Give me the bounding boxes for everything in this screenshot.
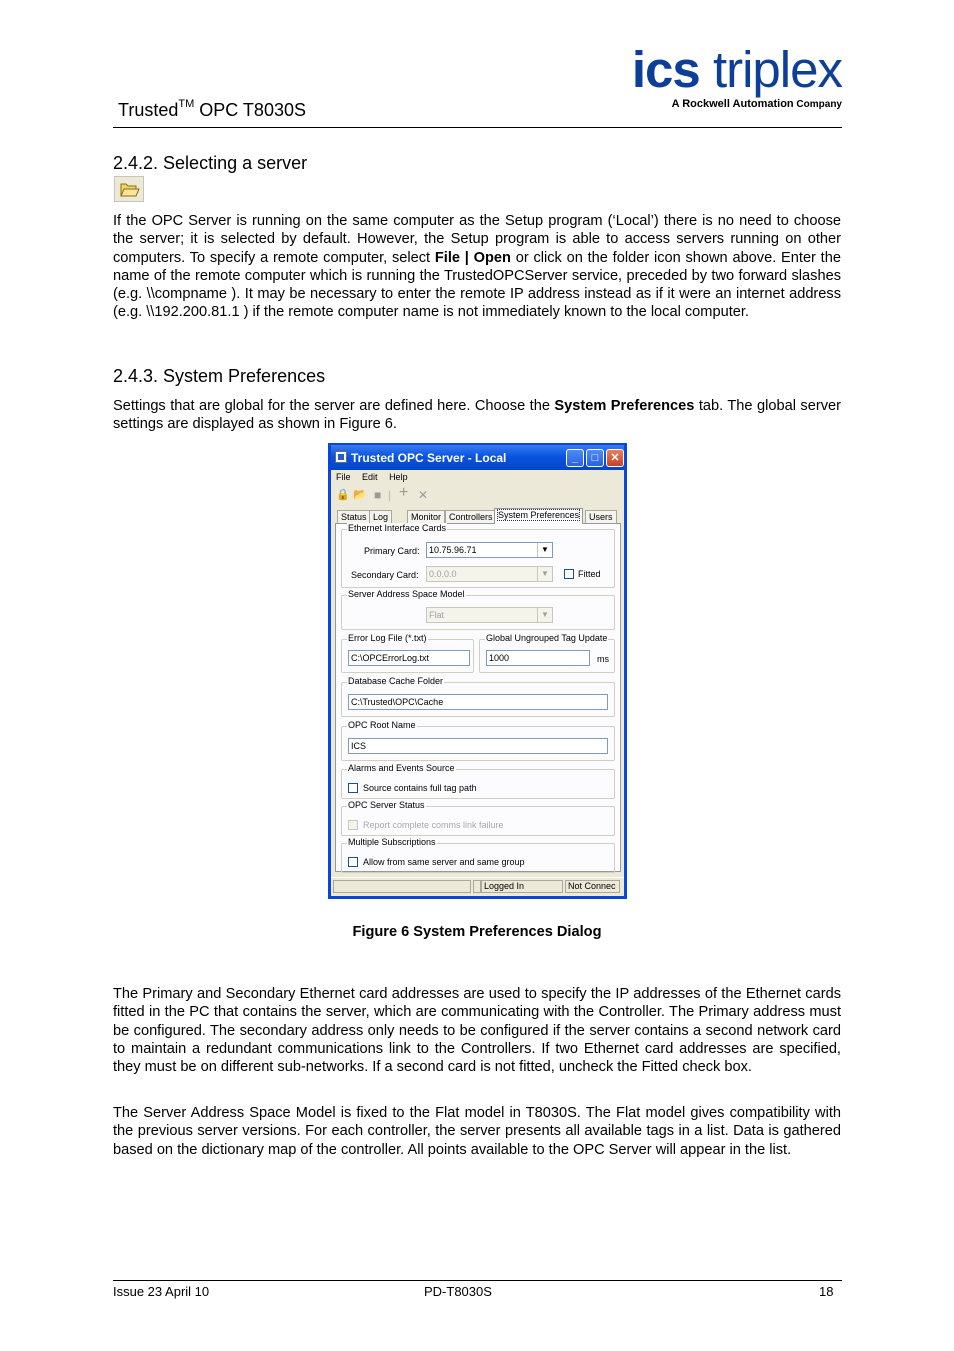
secondary-card-select[interactable]: 0.0.0.0 ▼: [426, 566, 553, 582]
delete-icon[interactable]: ✕: [418, 488, 429, 502]
document-title: Trusted™ OPC T8030S: [118, 98, 306, 120]
fitted-checkbox[interactable]: [564, 569, 574, 579]
lock-icon[interactable]: 🔒: [336, 489, 350, 501]
menu-help[interactable]: Help: [389, 472, 408, 482]
status-bar: [331, 877, 624, 895]
address-space-paragraph: The Server Address Space Model is fixed to the Flat model in T8030S. The Flat model gives compatibility with the previous server versions. For each controller, the server presents all available tags in a list. Data is gathered based on the dictionary map of the controller. All points available to the OPC Server will appear in the list.: [113, 1105, 841, 1158]
open-folder-icon[interactable]: 📂: [353, 489, 367, 501]
tab-system-preferences[interactable]: System Preferences: [494, 508, 583, 524]
footer-rule: [113, 1280, 842, 1281]
header-rule: [113, 127, 842, 128]
stop-icon[interactable]: ■: [374, 488, 382, 502]
status-logged-in: Logged In: [481, 880, 563, 893]
address-space-label: Server Address Space Model: [348, 589, 465, 599]
toolbar: [333, 484, 453, 505]
add-icon[interactable]: +: [399, 484, 409, 501]
secondary-card-label: Secondary Card:: [351, 570, 419, 580]
tag-update-unit: ms: [597, 654, 609, 664]
dialog-client-area: [331, 470, 624, 896]
error-log-group: [341, 633, 474, 673]
report-comms-failure-checkbox[interactable]: [348, 820, 358, 830]
report-comms-failure-label: Report complete comms link failure: [363, 820, 504, 830]
source-full-path-label: Source contains full tag path: [363, 783, 477, 793]
status-cell-2: [473, 880, 481, 893]
close-button[interactable]: ✕: [606, 449, 624, 467]
fitted-label: Fitted: [578, 569, 601, 579]
address-space-group: [341, 589, 615, 630]
source-full-path-checkbox[interactable]: [348, 783, 358, 793]
cache-folder-label: Database Cache Folder: [348, 676, 444, 686]
menu-edit[interactable]: Edit: [362, 472, 378, 482]
toolbar-separator: |: [388, 488, 392, 502]
dialog-title-bar[interactable]: [331, 445, 624, 470]
system-preferences-intro: Settings that are global for the server are defined here. Choose the System Preferences tab. The global server settings are displayed as shown in Figure 6.: [113, 398, 841, 433]
server-status-label: OPC Server Status: [348, 800, 425, 810]
cache-folder-group: [341, 676, 615, 717]
allow-same-server-label: Allow from same server and same group: [363, 857, 525, 867]
folder-open-icon: [114, 176, 144, 202]
page-number: 18: [819, 1284, 834, 1299]
cache-folder-input[interactable]: C:\Trusted\OPC\Cache: [348, 694, 608, 710]
tag-update-label: Global Ungrouped Tag Update: [486, 633, 608, 643]
maximize-button[interactable]: □: [586, 449, 604, 467]
trademark-mark: TM: [178, 98, 195, 110]
tab-strip: [335, 508, 621, 523]
menu-bar: [336, 472, 417, 482]
ethernet-group-label: Ethernet Interface Cards: [348, 523, 447, 533]
tab-log[interactable]: Log: [369, 510, 392, 523]
tab-controllers[interactable]: Controllers: [445, 510, 497, 523]
system-preferences-dialog: [328, 443, 627, 899]
section-heading-system-preferences: 2.4.3. System Preferences: [113, 366, 326, 386]
multiple-subscriptions-label: Multiple Subscriptions: [348, 837, 436, 847]
footer-doc-id: PD-T8030S: [424, 1284, 492, 1299]
ethernet-cards-group: [341, 523, 615, 588]
root-name-input[interactable]: ICS: [348, 738, 608, 754]
ethernet-addresses-paragraph: The Primary and Secondary Ethernet card addresses are used to specify the IP addresses of the Ethernet cards fitted in the PC that contains the server, which are communicating with the Controller. The Primary address must be configured. The secondary address only needs to be configured if the server contains a second network card to maintain a redundant communications link to the Controllers. If two Ethernet card addresses are specified, they must be on different sub-networks. If a second card is not fitted, uncheck the Fitted check box.: [113, 986, 841, 1076]
tab-status[interactable]: Status: [337, 510, 371, 523]
tab-monitor[interactable]: Monitor: [407, 510, 445, 523]
status-connection: Not Connec: [565, 880, 620, 893]
status-cell-1: [333, 880, 471, 893]
footer-issue: Issue 23 April 10: [113, 1284, 210, 1299]
error-log-label: Error Log File (*.txt): [348, 633, 427, 643]
tab-users[interactable]: Users: [585, 510, 617, 523]
chevron-down-icon: ▼: [537, 543, 552, 557]
menu-file[interactable]: File: [336, 472, 351, 482]
company-logo: ics triplex A Rockwell Automation Company: [631, 41, 842, 110]
tag-update-group: [479, 633, 615, 673]
figure-caption: Figure 6 System Preferences Dialog: [352, 924, 602, 940]
address-space-select[interactable]: Flat ▼: [426, 607, 553, 623]
chevron-down-icon: ▼: [537, 608, 552, 622]
dialog-title: Trusted OPC Server - Local: [351, 451, 507, 465]
system-preferences-panel: [335, 523, 621, 872]
minimize-button[interactable]: _: [566, 449, 584, 467]
selecting-server-paragraph: If the OPC Server is running on the same computer as the Setup program (‘Local’) there is no need to choose the server; it is selected by default. However, the Setup program is able to access servers running on other computers. To specify a remote computer, select File | Open or click on the folder icon shown above. Enter the name of the remote computer which is running the TrustedOPCServer service, preceded by two forward slashes (e.g. \\compname ). It may be necessary to enter the remote IP address instead as if it were an internet address (e.g. \\192.200.81.1 ) if the remote computer name is not immediately known to the local computer.: [113, 213, 841, 321]
chevron-down-icon: ▼: [537, 567, 552, 581]
section-heading-selecting-server: 2.4.2. Selecting a server: [113, 153, 308, 173]
primary-card-label: Primary Card:: [364, 546, 420, 556]
tag-update-input[interactable]: 1000: [486, 650, 590, 666]
root-name-group: [341, 720, 615, 761]
multiple-subscriptions-group: [341, 837, 615, 873]
alarms-events-label: Alarms and Events Source: [348, 763, 455, 773]
error-log-input[interactable]: C:\OPCErrorLog.txt: [348, 650, 470, 666]
primary-card-select[interactable]: 10.75.96.71 ▼: [426, 542, 553, 558]
server-status-group: [341, 800, 615, 836]
alarms-events-group: [341, 763, 615, 799]
root-name-label: OPC Root Name: [348, 720, 416, 730]
allow-same-server-checkbox[interactable]: [348, 857, 358, 867]
app-icon: [335, 451, 347, 463]
